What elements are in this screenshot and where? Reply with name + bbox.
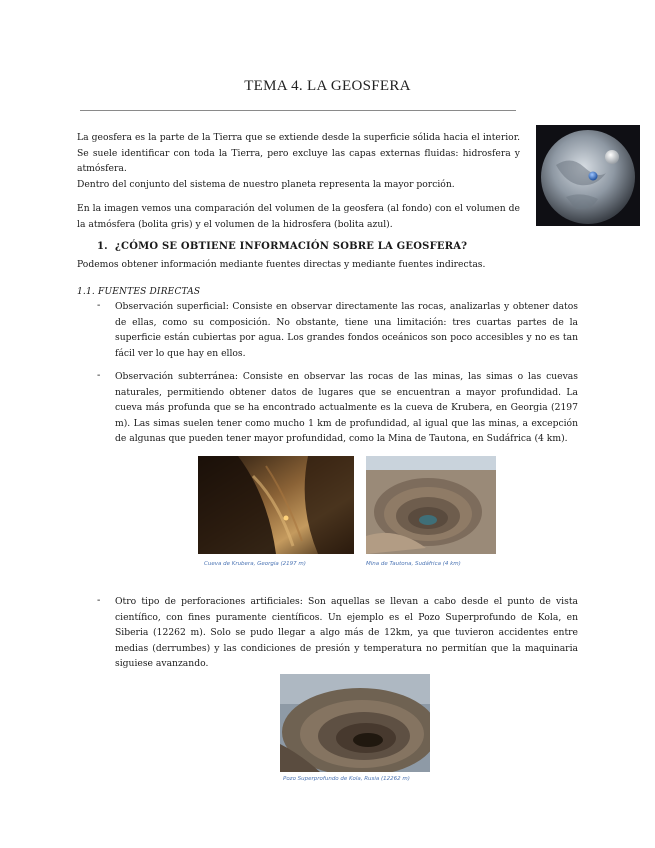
tautona-caption: Mina de Tautona, Sudáfrica (4 km)	[366, 561, 461, 567]
list-bullet: -	[97, 370, 101, 381]
tautona-mine-photo	[366, 456, 496, 554]
section-1-heading	[97, 241, 467, 252]
hydrosphere-ball	[589, 172, 598, 181]
kola-caption: Pozo Superprofundo de Kola, Rusia (12262 m)	[283, 776, 410, 782]
krubera-cave-photo	[198, 456, 354, 554]
subsection-title: FUENTES DIRECTAS	[98, 287, 201, 297]
earth-illustration	[536, 125, 640, 226]
subsection-number: 1.1.	[77, 287, 95, 297]
atmosphere-ball	[605, 150, 619, 164]
list-bullet: -	[97, 300, 101, 311]
earth-volume-image	[536, 125, 640, 226]
kola-borehole-photo	[280, 674, 430, 772]
title-divider	[80, 110, 516, 111]
page-title: TEMA 4. LA GEOSFERA	[244, 78, 411, 94]
section-1-number: 1.	[97, 241, 108, 252]
section-1-intro: Podemos obtener información mediante fuentes directas y mediante fuentes indirectas.	[77, 259, 486, 270]
list-item-observacion-subterranea: Observación subterránea: Consiste en observar las rocas de las minas, las simas o las cuevas naturales, permitiendo obtener datos de lugares que se encuentran a mayor profundidad. La cueva más profunda que se ha encontrado actualmente es la cueva de Krubera, en Georgia (2197 m). Las simas suelen tener como mucho 1 km de profundidad, al igual que las minas, a excepción de algunas que pueden tener mayor profundidad, como la Mina de Tautona, en Sudáfrica (4 km).	[115, 371, 578, 444]
intro-paragraph-2: Dentro del conjunto del sistema de nuestro planeta representa la mayor porción.	[77, 179, 455, 190]
intro-paragraph-3: En la imagen vemos una comparación del volumen de la geosfera (al fondo) con el volumen de la atmósfera (bolita gris) y el volumen de la hidrosfera (bolita azul).	[77, 203, 520, 230]
section-1-title: ¿CÓMO SE OBTIENE INFORMACIÓN SOBRE LA GEOSFERA?	[115, 241, 468, 252]
list-bullet: -	[97, 595, 101, 606]
list-item-perforaciones-artificiales: Otro tipo de perforaciones artificiales: Son aquellas se llevan a cabo desde el punto de vista científico, con fines puramente científicos. Un ejemplo es el Pozo Superprofundo de Kola, en Siberia (12262 m). Solo se pudo llegar a algo más de 12km, ya que tuvieron accidentes entre medias (derrumbes) y las condiciones de presión y temperatura no permitían que la maquinaria siguiese avanzando.	[115, 596, 578, 669]
subsection-heading	[77, 287, 200, 297]
krubera-caption: Cueva de Krubera, Georgia (2197 m)	[204, 561, 306, 567]
intro-paragraph-1: La geosfera es la parte de la Tierra que se extiende desde la superficie sólida hacia el interior. Se suele identificar con toda la Tierra, pero excluye las capas externas fluidas: hidrosfera y atmósfera.	[77, 132, 520, 174]
list-item-observacion-superficial: Observación superficial: Consiste en observar directamente las rocas, analizarlas y obtener datos de ellas, como su composición. No obstante, tiene una limitación: tres cuartas partes de la superficie están cubiertas por agua. Los grandes fondos oceánicos son poco accesibles y no es tan fácil ver lo que hay en ellos.	[115, 301, 578, 359]
